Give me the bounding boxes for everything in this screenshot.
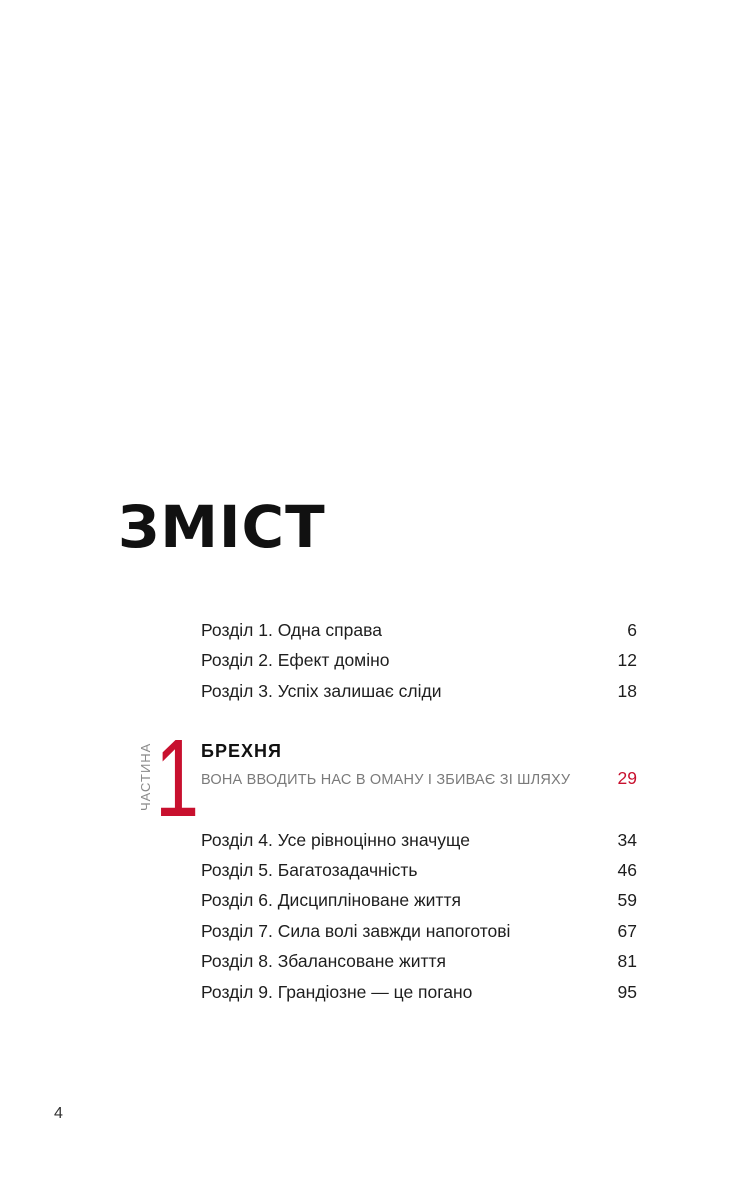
part-subtitle-row[interactable] — [201, 765, 637, 791]
toc-entry-page: 59 — [617, 890, 637, 910]
toc-entry-title: Розділ 7. Сила волі завжди напоготові — [201, 921, 511, 941]
toc-entry-title: Розділ 9. Грандіозне — це погано — [201, 982, 473, 1002]
toc-entry-title: Розділ 6. Дисципліноване життя — [201, 890, 461, 910]
toc-entry[interactable] — [201, 978, 637, 1006]
toc-entry-title: Розділ 4. Усе рівноцінно значуще — [201, 830, 470, 850]
toc-entry-title: Розділ 1. Одна справа — [201, 620, 382, 640]
toc-entry[interactable] — [201, 856, 637, 884]
toc-entry[interactable] — [201, 646, 637, 674]
toc-entry-title: Розділ 8. Збалансоване життя — [201, 951, 446, 971]
toc-entry-title: Розділ 5. Багатозадачність — [201, 860, 418, 880]
toc-entry-page: 46 — [617, 860, 637, 880]
part-title[interactable]: БРЕХНЯ — [201, 741, 282, 761]
part-label: ЧАСТИНА — [138, 742, 153, 812]
toc-entry-page: 18 — [617, 681, 637, 701]
toc-entry-page: 6 — [627, 620, 637, 640]
part-subtitle: ВОНА ВВОДИТЬ НАС В ОМАНУ І ЗБИВАЄ ЗІ ШЛЯХУ — [201, 772, 571, 788]
toc-entry[interactable] — [201, 917, 637, 945]
toc-entry[interactable] — [201, 677, 637, 705]
toc-entry-page: 95 — [617, 982, 637, 1002]
toc-entry[interactable] — [201, 616, 637, 644]
toc-entry[interactable] — [201, 947, 637, 975]
toc-entry-title: Розділ 3. Успіх залишає сліди — [201, 681, 442, 701]
toc-entry-page: 34 — [617, 830, 637, 850]
toc-entry-page: 12 — [617, 650, 637, 670]
toc-entry[interactable] — [201, 826, 637, 854]
page-number: 4 — [54, 1105, 63, 1122]
part-number: 1 — [155, 717, 200, 840]
part-page: 29 — [617, 768, 637, 788]
page-title: ЗМІСТ — [118, 493, 326, 561]
toc-entry-page: 67 — [617, 921, 637, 941]
toc-entry[interactable] — [201, 886, 637, 914]
toc-entry-page: 81 — [617, 951, 637, 971]
toc-entry-title: Розділ 2. Ефект доміно — [201, 650, 390, 670]
